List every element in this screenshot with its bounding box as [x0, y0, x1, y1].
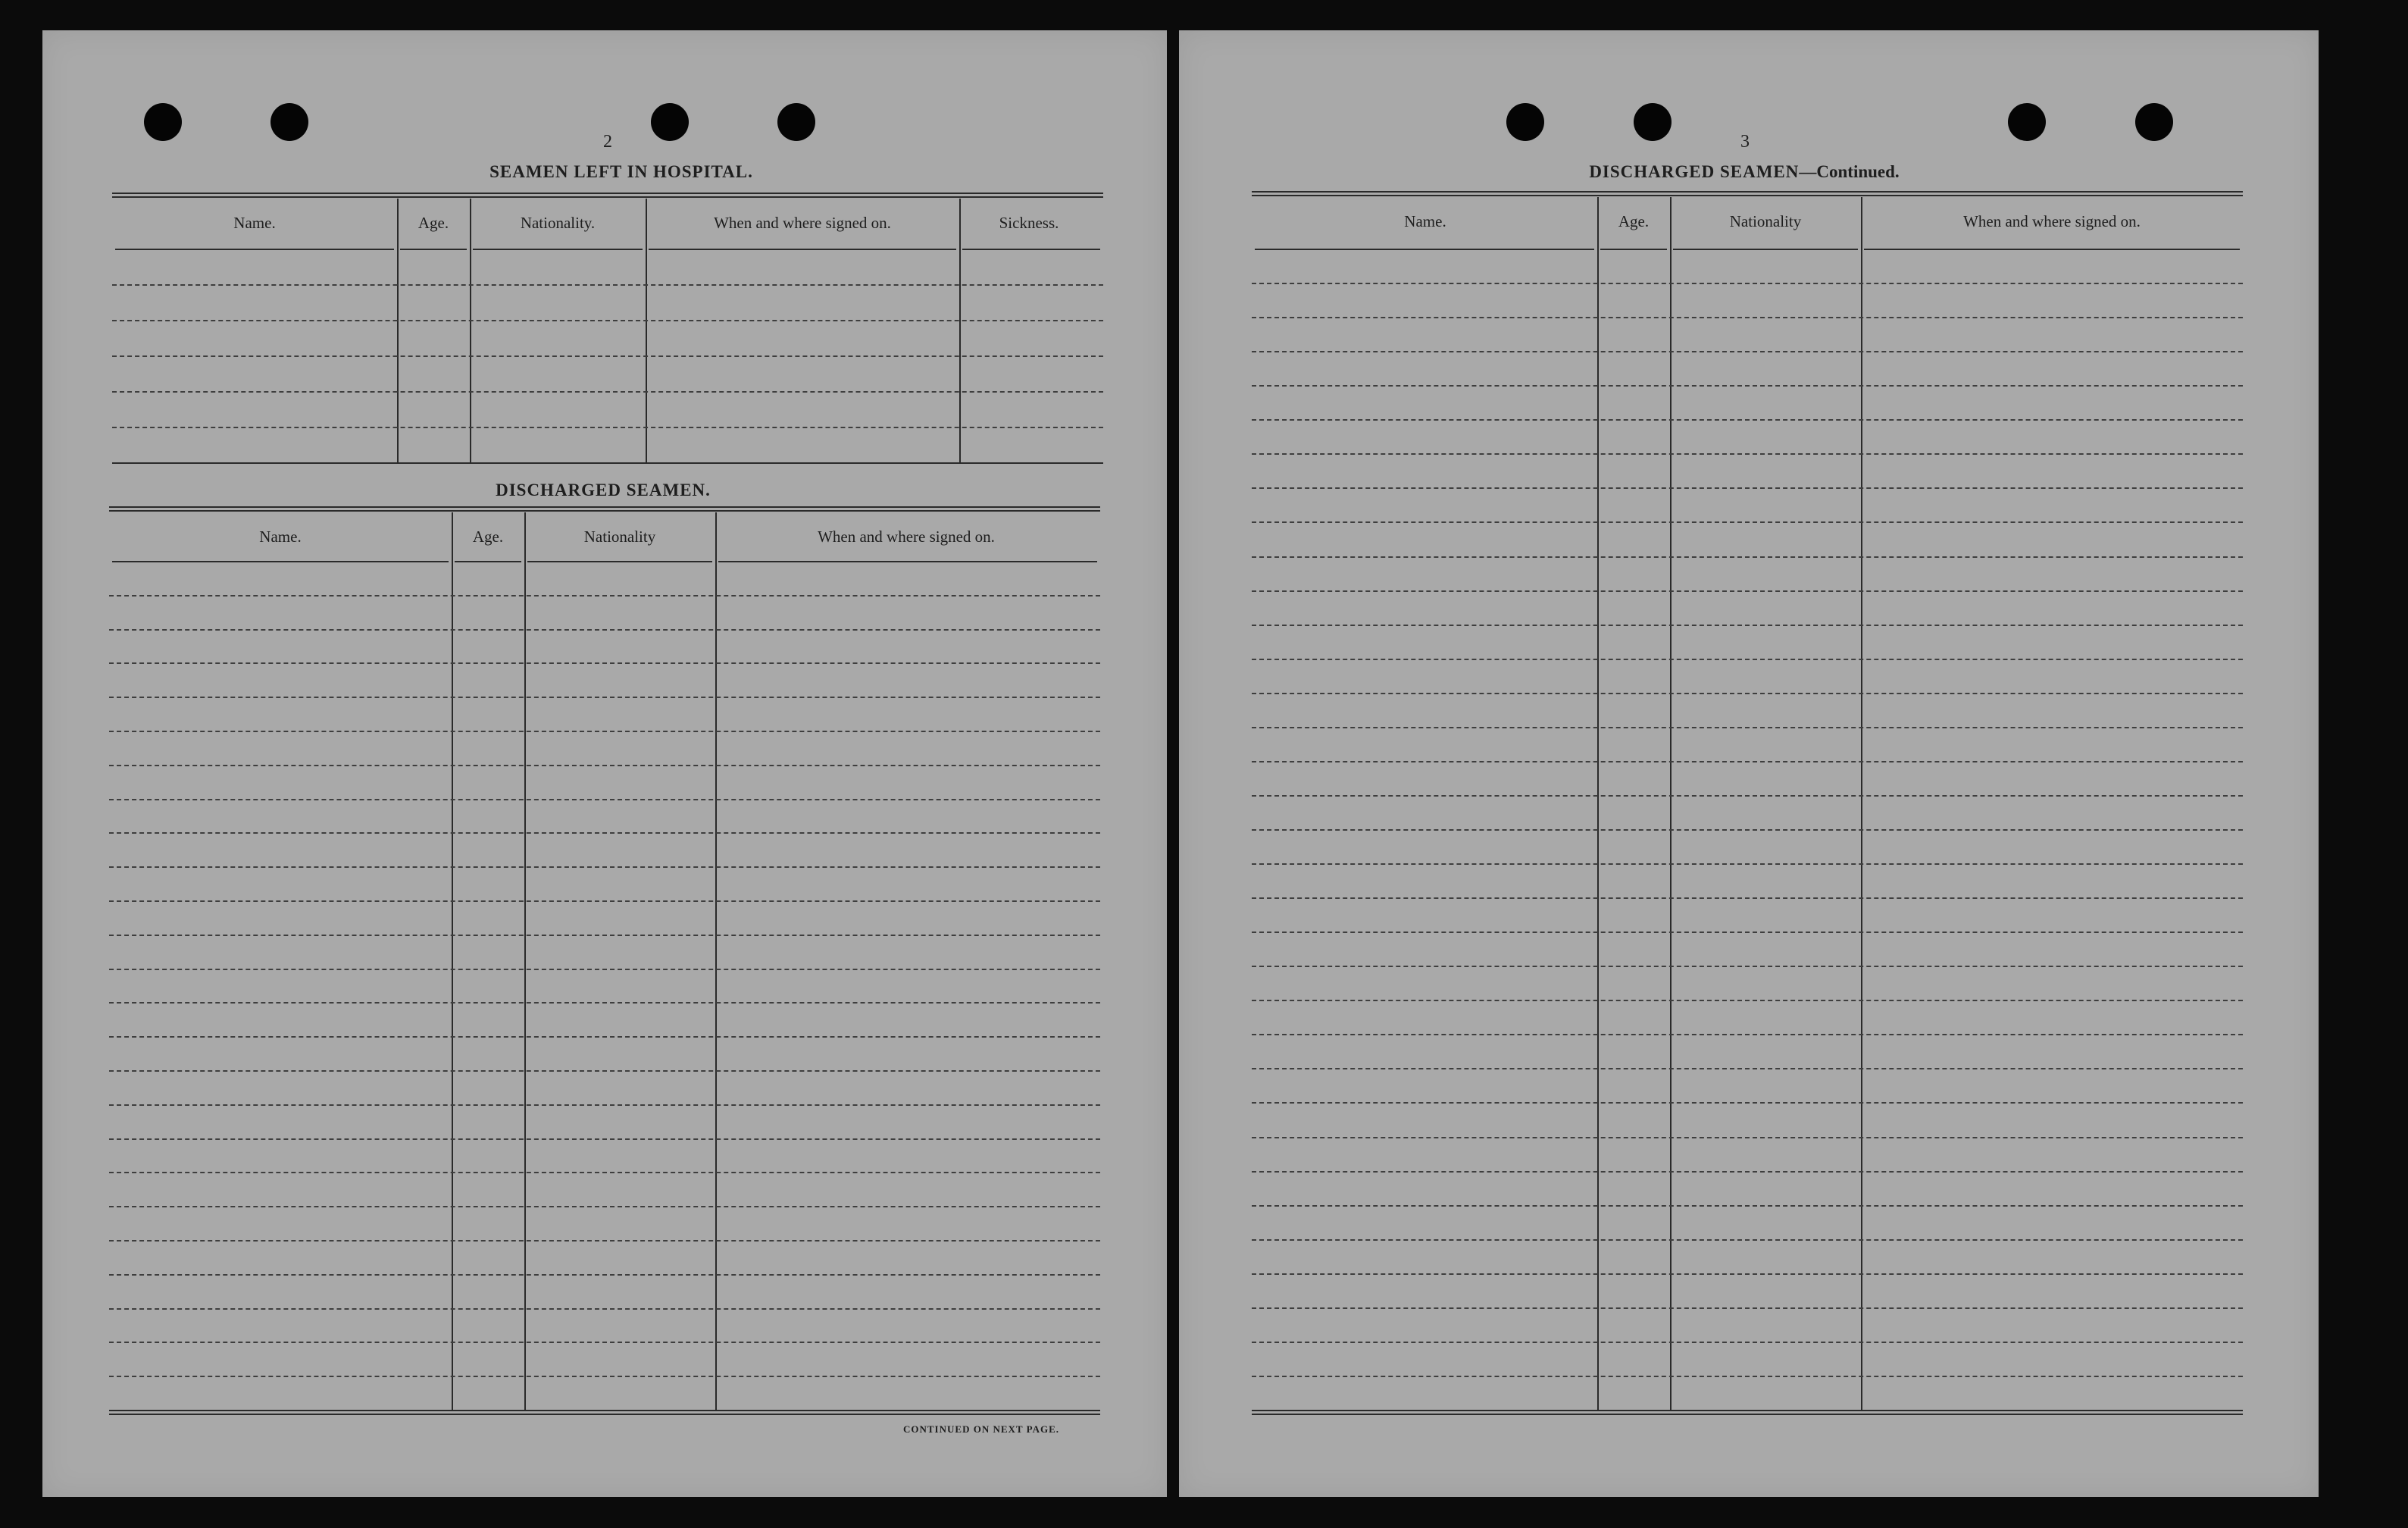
row-line [109, 595, 1100, 596]
column-divider [1861, 197, 1862, 1410]
row-line [1252, 453, 2243, 455]
col-header-nationality: Nationality. [520, 214, 596, 232]
row-line [1252, 932, 2243, 933]
row-line [1252, 1102, 2243, 1104]
row-line [112, 427, 1103, 428]
table-top-double-rule [109, 506, 1100, 512]
col-header-age: Age. [417, 214, 449, 232]
row-line [1252, 1342, 2243, 1343]
row-line [1252, 966, 2243, 967]
col-header-name: Name. [259, 528, 302, 546]
row-line [109, 1104, 1100, 1106]
row-line [109, 662, 1100, 664]
table-bottom-rule [112, 462, 1103, 464]
col-header-signed-on: When and where signed on. [818, 528, 995, 546]
row-line [109, 629, 1100, 631]
row-line [1252, 1034, 2243, 1035]
row-line [109, 969, 1100, 970]
header-underline [455, 561, 521, 562]
punch-hole [2135, 103, 2173, 141]
col-header-nationality: Nationality [1729, 212, 1802, 230]
row-line [109, 1206, 1100, 1207]
row-line [1252, 351, 2243, 352]
row-line [109, 900, 1100, 902]
row-line [112, 284, 1103, 286]
punch-hole [1634, 103, 1672, 141]
row-line [109, 832, 1100, 834]
row-line [109, 1036, 1100, 1038]
discharged-continued-title-suffix: —Continued. [1799, 162, 1900, 181]
discharged-continued-title [1589, 162, 1899, 182]
row-line [109, 765, 1100, 766]
row-line [109, 935, 1100, 936]
row-line [1252, 1000, 2243, 1001]
discharged-section-title: DISCHARGED SEAMEN. [496, 481, 711, 499]
row-line [109, 1172, 1100, 1173]
header-underline [962, 249, 1100, 250]
row-line [1252, 419, 2243, 421]
punch-hole [777, 103, 815, 141]
row-line [1252, 556, 2243, 558]
row-line [112, 391, 1103, 393]
row-line [1252, 761, 2243, 762]
row-line [1252, 727, 2243, 728]
column-divider [959, 199, 961, 462]
header-underline [649, 249, 956, 250]
table-top-double-rule [1252, 191, 2243, 196]
col-header-age: Age. [472, 528, 504, 546]
header-underline [400, 249, 467, 250]
column-divider [397, 199, 399, 462]
discharged-continued-title-main: DISCHARGED SEAMEN [1589, 162, 1800, 181]
row-line [1252, 693, 2243, 694]
row-line [109, 1138, 1100, 1140]
row-line [1252, 795, 2243, 797]
col-header-nationality: Nationality [583, 528, 656, 546]
punch-hole [2008, 103, 2046, 141]
row-line [1252, 317, 2243, 318]
row-line [109, 799, 1100, 800]
row-line [1252, 1307, 2243, 1309]
row-line [109, 1070, 1100, 1072]
col-header-name: Name. [1404, 212, 1446, 230]
row-line [109, 697, 1100, 698]
col-header-signed-on: When and where signed on. [714, 214, 891, 232]
row-line [109, 731, 1100, 732]
row-line [1252, 521, 2243, 523]
header-underline [1673, 249, 1858, 250]
col-header-signed-on: When and where signed on. [1963, 212, 2141, 230]
column-divider [1670, 197, 1672, 1410]
header-underline [527, 561, 712, 562]
header-underline [1255, 249, 1594, 250]
row-line [112, 355, 1103, 357]
hospital-section-title: SEAMEN LEFT IN HOSPITAL. [489, 162, 753, 181]
column-divider [470, 199, 471, 462]
header-underline [718, 561, 1097, 562]
row-line [1252, 283, 2243, 284]
row-line [109, 1240, 1100, 1242]
header-underline [1864, 249, 2240, 250]
table-bottom-double-rule [1252, 1410, 2243, 1415]
col-header-age: Age. [1618, 212, 1650, 230]
row-line [1252, 1068, 2243, 1069]
page-number: 2 [603, 132, 612, 152]
row-line [109, 1002, 1100, 1004]
header-underline [1600, 249, 1667, 250]
left-page [42, 30, 1167, 1497]
header-underline [112, 561, 449, 562]
row-line [1252, 385, 2243, 387]
col-header-name: Name. [233, 214, 276, 232]
row-line [1252, 487, 2243, 489]
row-line [112, 320, 1103, 321]
table-bottom-double-rule [109, 1410, 1100, 1415]
row-line [109, 1274, 1100, 1276]
column-divider [1597, 197, 1599, 1410]
row-line [1252, 590, 2243, 592]
table-top-double-rule [112, 193, 1103, 198]
punch-hole [271, 103, 308, 141]
punch-hole [1506, 103, 1544, 141]
continued-footer: CONTINUED ON NEXT PAGE. [903, 1423, 1059, 1435]
row-line [109, 1342, 1100, 1343]
col-header-sickness: Sickness. [999, 214, 1059, 232]
row-line [1252, 863, 2243, 865]
header-underline [473, 249, 643, 250]
row-line [109, 866, 1100, 868]
row-line [109, 1376, 1100, 1377]
right-page [1179, 30, 2319, 1497]
row-line [109, 1308, 1100, 1310]
row-line [1252, 625, 2243, 626]
column-divider [646, 199, 647, 462]
row-line [1252, 1205, 2243, 1207]
row-line [1252, 1137, 2243, 1138]
header-underline [115, 249, 394, 250]
row-line [1252, 1171, 2243, 1173]
row-line [1252, 829, 2243, 831]
page-number: 3 [1740, 132, 1750, 152]
row-line [1252, 1239, 2243, 1241]
punch-hole [144, 103, 182, 141]
punch-hole [651, 103, 689, 141]
row-line [1252, 1273, 2243, 1275]
row-line [1252, 659, 2243, 660]
row-line [1252, 1376, 2243, 1377]
row-line [1252, 897, 2243, 899]
